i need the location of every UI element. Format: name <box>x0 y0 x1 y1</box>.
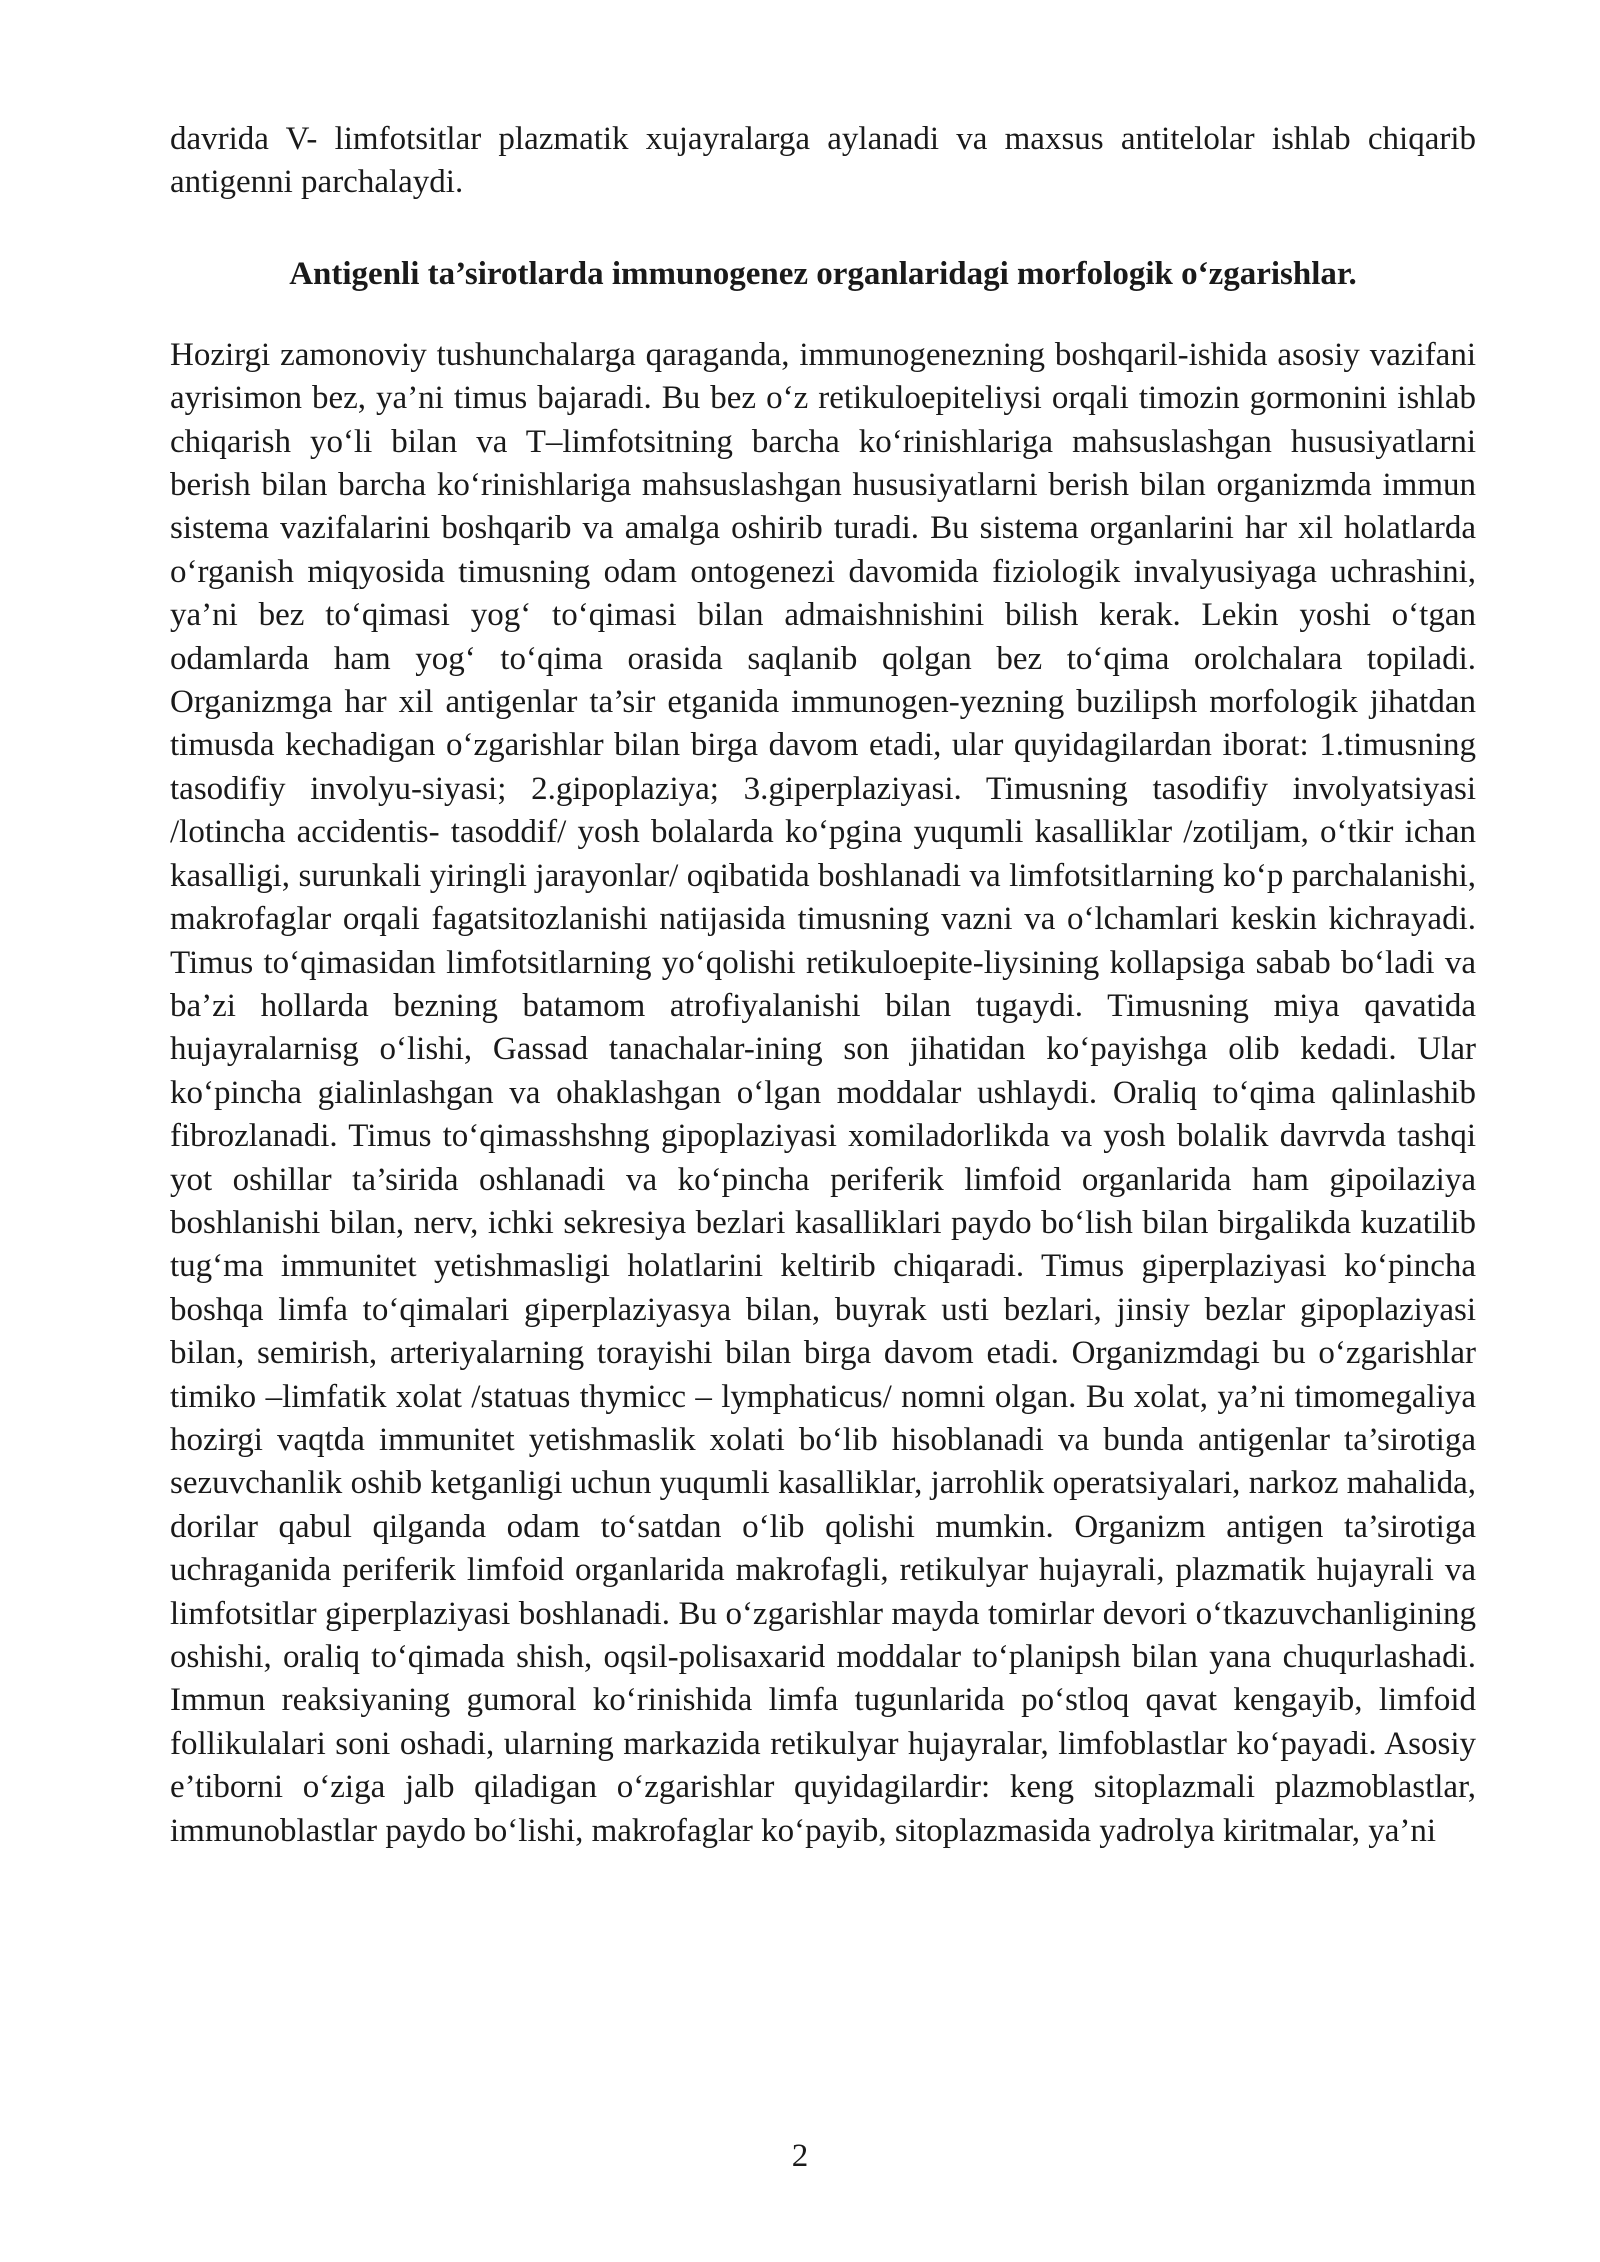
document-page <box>170 118 1476 1853</box>
page-number: 2 <box>791 2138 809 2174</box>
section-heading: Antigenli ta’sirotlarda immunogenez organlaridagi morfologik o‘zgarishlar. <box>289 255 1357 292</box>
intro-paragraph: davrida V- limfotsitlar plazmatik xujayralarga aylanadi va maxsus antitelolar ishlab chiqarib antigenni parchalaydi. <box>170 121 1476 201</box>
body-paragraph: Hozirgi zamonoviy tushunchalarga qaraganda, immunogenezning boshqaril-ishida asosiy vazifani ayrisimon bez, ya’ni timus bajaradi. Bu bez o‘z retikuloepiteliysi orqali timozin gormonini ishlab chiqarish yo‘li bilan va T–limfotsitning barcha ko‘rinishlariga mahsuslashgan hususiyatlarni berish bilan barcha ko‘rinishlariga mahsuslashgan hususiyatlarni berish bilan organizmda immun sistema vazifalarini boshqarib va amalga oshirib turadi. Bu sistema organlarini har xil holatlarda o‘rganish miqyosida timusning odam ontogenezi davomida fiziologik invalyusiyaga uchrashini, ya’ni bez to‘qimasi yog‘ to‘qimasi bilan admaishnishini bilish kerak. Lekin yoshi o‘tgan odamlarda ham yog‘ to‘qima orasida saqlanib qolgan bez to‘qima orolchalara topiladi. Organizmga har xil antigenlar ta’sir etganida immunogen-yezning buzilipsh morfologik jihatdan timusda kechadigan o‘zgarishlar bilan birga davom etadi, ular quyidagilardan iborat: 1.timusning tasodifiy involyu-siyasi; 2.gipoplaziya; 3.giperplaziyasi. Timusning tasodifiy involyatsiyasi /lotincha accidentis- tasoddif/ yosh bolalarda ko‘pgina yuqumli kasalliklar /zotiljam, o‘tkir ichan kasalligi, surunkali yiringli jarayonlar/ oqibatida boshlanadi va limfotsitlarning ko‘p parchalanishi, makrofaglar orqali fagatsitozlanishi natijasida timusning vazni va o‘lchamlari keskin kichrayadi. Timus to‘qimasidan limfotsitlarning yo‘qolishi retikuloepite-liysining kollapsiga sabab bo‘ladi va ba’zi hollarda bezning batamom atrofiyalanishi bilan tugaydi. Timusning miya qavatida hujayralarnisg o‘lishi, Gassad tanachalar-ining son jihatidan ko‘payishga olib kedadi. Ular ko‘pincha gialinlashgan va ohaklashgan o‘lgan moddalar ushlaydi. Oraliq to‘qima qalinlashib fibrozlanadi. Timus to‘qimasshshng gipoplaziyasi xomiladorlikda va yosh bolalik davrvda tashqi yot oshillar ta’sirida oshlanadi va ko‘pincha periferik limfoid organlarida ham gipoilaziya boshlanishi bilan, nerv, ichki sekresiya bezlari kasalliklari paydo bo‘lish bilan birgalikda kuzatilib tug‘ma immunitet yetishmasligi holatlarini keltirib chiqaradi. Timus giperplaziyasi ko‘pincha boshqa limfa to‘qimalari giperplaziyasya bilan, buyrak usti bezlari, jinsiy bezlar gipoplaziyasi bilan, semirish, arteriyalarning torayishi bilan birga davom etadi. Organizmdagi bu o‘zgarishlar timiko –limfatik xolat /statuas thymicc – lymphaticus/ nomni olgan. Bu xolat, ya’ni timomegaliya hozirgi vaqtda immunitet yetishmaslik xolati bo‘lib hisoblanadi va bunda antigenlar ta’sirotiga sezuvchanlik oshib ketganligi uchun yuqumli kasalliklar, jarrohlik operatsiyalari, narkoz mahalida, dorilar qabul qilganda odam to‘satdan o‘lib qolishi mumkin. Organizm antigen ta’sirotiga uchraganida periferik limfoid organlarida makrofagli, retikulyar hujayrali, plazmatik hujayrali va limfotsitlar giperplaziyasi boshlanadi. Bu o‘zgarishlar mayda tomirlar devori o‘tkazuvchanligining oshishi, oraliq to‘qimada shish, oqsil-polisaxarid moddalar to‘planipsh bilan yana chuqurlashadi. Immun reaksiyaning gumoral ko‘rinishida limfa tugunlarida po‘stloq qavat kengayib, limfoid follikulalari soni oshadi, ularning markazida retikulyar hujayralar, limfoblastlar ko‘payadi. Asosiy e’tiborni o‘ziga jalb qiladigan o‘zgarishlar quyidagilardir: keng sitoplazmali plazmoblastlar, immunoblastlar paydo bo‘lishi, makrofaglar ko‘payib, sitoplazmasida yadrolya kiritmalar, ya’ni <box>170 336 1476 1849</box>
